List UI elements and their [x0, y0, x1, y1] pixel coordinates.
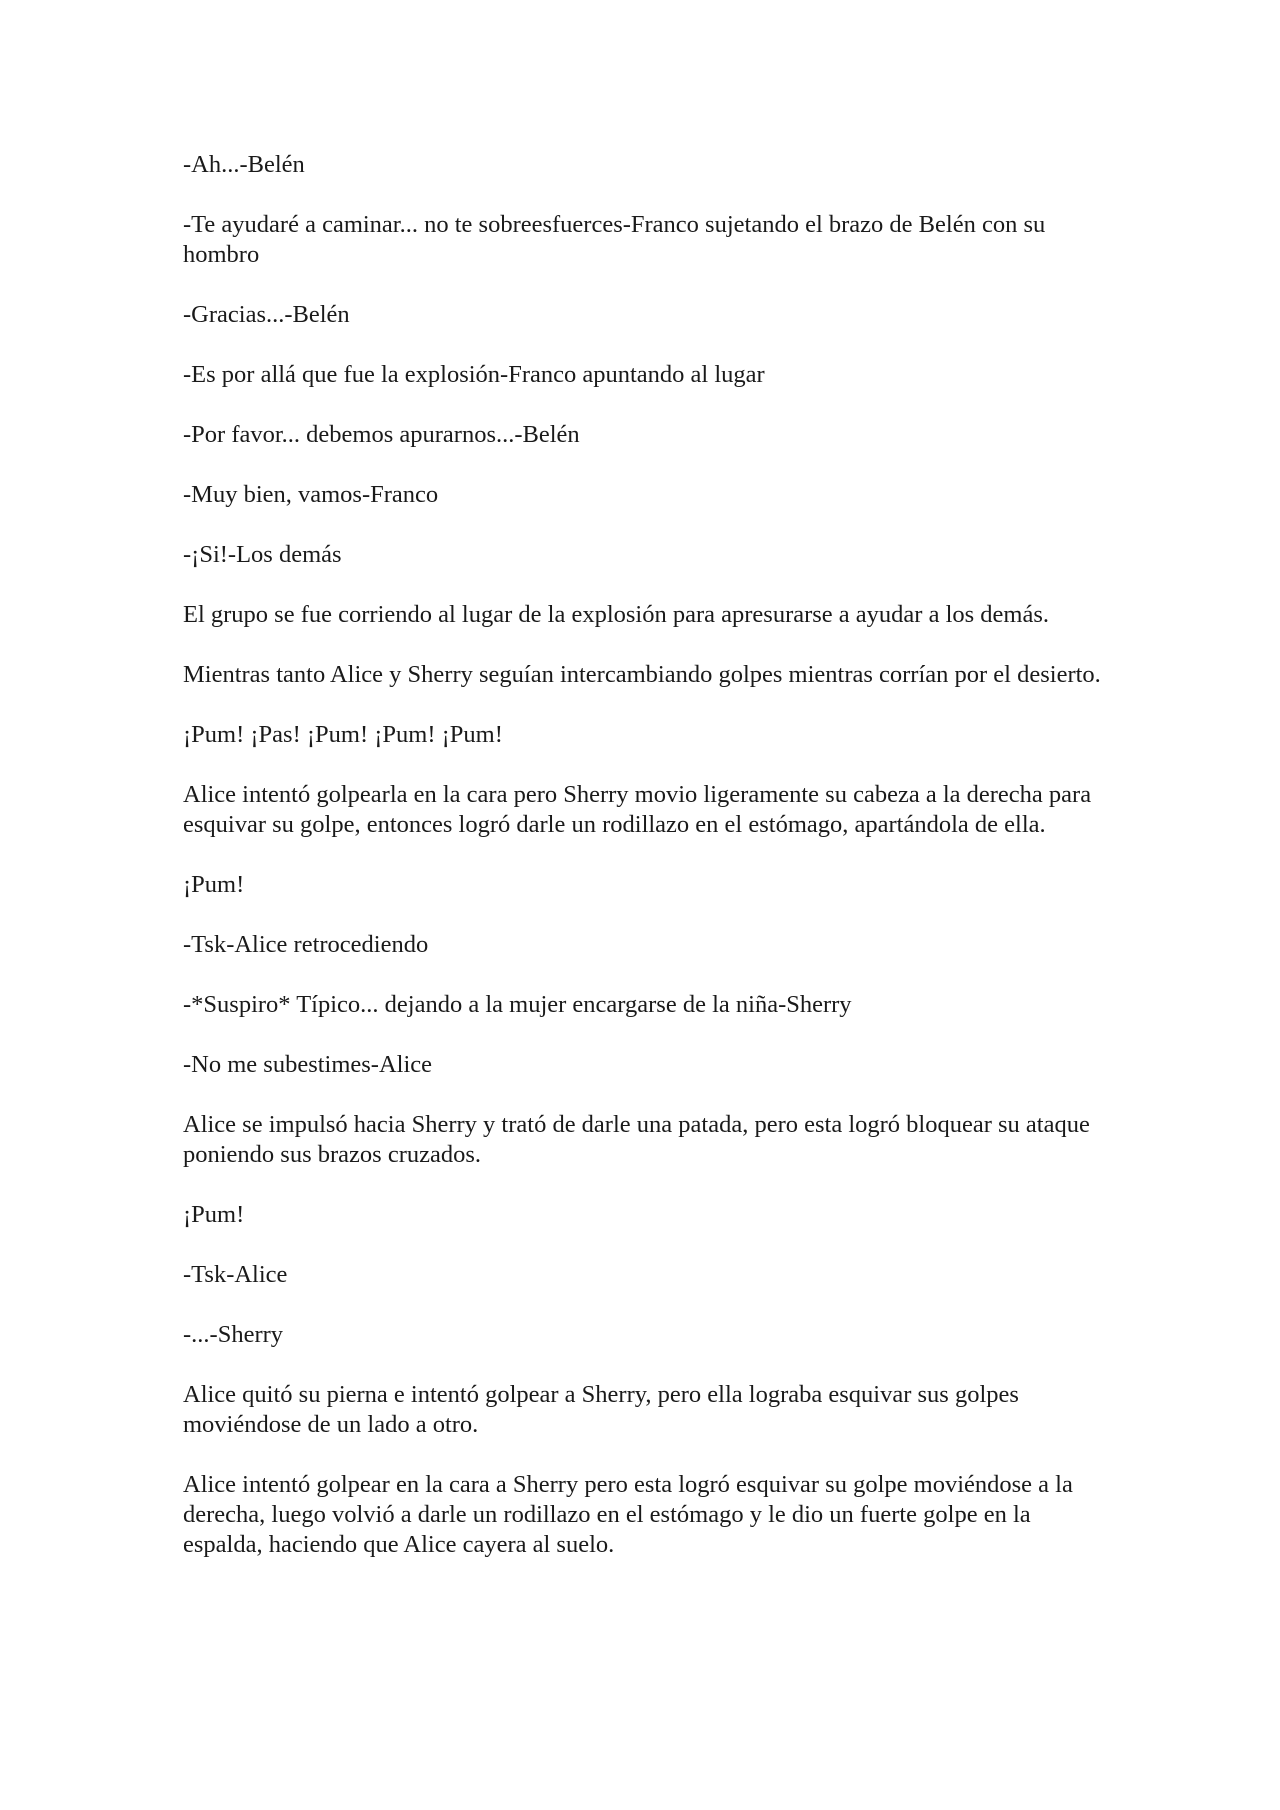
paragraph: -Tsk-Alice [183, 1261, 288, 1288]
paragraph: -Es por allá que fue la explosión-Franco apuntando al lugar [183, 361, 765, 388]
paragraph: -...-Sherry [183, 1321, 284, 1348]
paragraph: -No me subestimes-Alice [183, 1051, 433, 1078]
paragraph: -Muy bien, vamos-Franco [183, 481, 439, 508]
paragraph: -Por favor... debemos apurarnos...-Belén [183, 421, 580, 448]
paragraph: -Ah...-Belén [183, 151, 305, 178]
paragraph: ¡Pum! [183, 1201, 245, 1228]
paragraph: -*Suspiro* Típico... dejando a la mujer encargarse de la niña-Sherry [183, 991, 852, 1018]
paragraph: Mientras tanto Alice y Sherry seguían intercambiando golpes mientras corrían por el desierto. [183, 661, 1101, 688]
paragraph: ¡Pum! ¡Pas! ¡Pum! ¡Pum! ¡Pum! [183, 721, 503, 748]
paragraph: Alice intentó golpearla en la cara pero Sherry movio ligeramente su cabeza a la derecha para esquivar su golpe, entonces logró darle un rodillazo en el estómago, apartándola de ella. [183, 781, 1092, 838]
paragraph: Alice quitó su pierna e intentó golpear a Sherry, pero ella lograba esquivar sus golpes moviéndose de un lado a otro. [183, 1381, 1019, 1438]
paragraph: Alice se impulsó hacia Sherry y trató de darle una patada, pero esta logró bloquear su ataque poniendo sus brazos cruzados. [183, 1111, 1090, 1168]
paragraph: ¡Pum! [183, 871, 245, 898]
paragraph: -¡Si!-Los demás [183, 541, 342, 568]
paragraph: -Te ayudaré a caminar... no te sobreesfuerces-Franco sujetando el brazo de Belén con su hombro [183, 211, 1046, 268]
document-body [183, 150, 1103, 1590]
paragraph: Alice intentó golpear en la cara a Sherry pero esta logró esquivar su golpe moviéndose a la derecha, luego volvió a darle un rodillazo en el estómago y le dio un fuerte golpe en la espalda, haciendo que Alice cayera al suelo. [183, 1471, 1073, 1558]
paragraph: -Tsk-Alice retrocediendo [183, 931, 429, 958]
paragraph: -Gracias...-Belén [183, 301, 350, 328]
paragraph: El grupo se fue corriendo al lugar de la explosión para apresurarse a ayudar a los demás. [183, 601, 1050, 628]
